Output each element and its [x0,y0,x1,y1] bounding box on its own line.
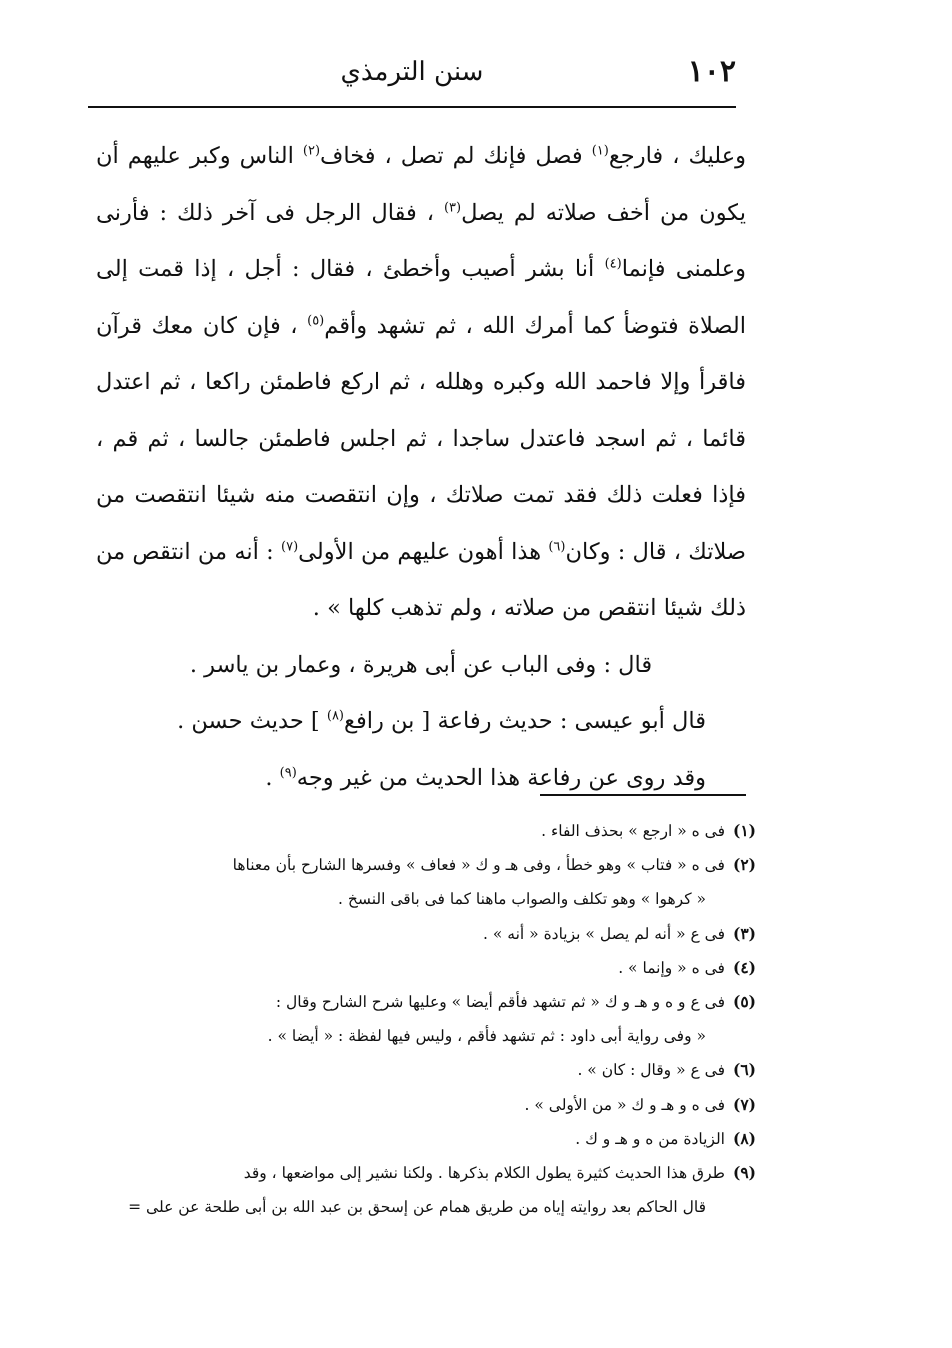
text-segment: قال أبو عيسى : حديث رفاعة [ بن رافع [344,708,706,734]
footnote [96,1088,756,1122]
footnote-ref-9: (٩) [279,765,297,780]
text-segment: ] حديث حسن . [177,708,320,734]
hadith-paragraph [96,128,746,637]
footnote-text: فى ع « وقال : كان » . [577,1061,725,1080]
footnote-number: (٨) [732,1128,756,1148]
footnote-ref-5: (٥) [307,313,325,328]
footnote [96,1122,756,1156]
footnote-text: فى ع و ه و هـ و ك « ثم تشهد فأقم أيضا » وعليها شرح الشارح وقال : [275,993,725,1012]
page-header [88,52,736,102]
running-title: سنن الترمذي [340,57,484,87]
footnote-ref-7: (٧) [281,539,299,554]
footnote-ref-4: (٤) [604,256,622,272]
text-segment: الناس وكبر عليهم أن يكون من أخف صلاته لم يصل [96,143,746,226]
footnote-number: (٦) [732,1060,756,1080]
grading-paragraph [96,693,746,750]
text-segment: ، فقال الرجل فى آخر ذلك : فأرنى وعلمنى فإنما [96,199,747,282]
footnote-text: فى ه « فتاب » وهو خطأ ، وفى هـ و ك « فعاف » وفسرها الشارح بأن معناها [232,856,725,875]
footnote-number: (٧) [732,1094,756,1114]
footnote [96,917,756,951]
footnote-text: فى ه « ارجع » بحذف الفاء . [541,822,725,840]
footnote-number: (٣) [732,923,756,943]
text-segment: : أنه من انتقص من ذلك شيئا انتقص من صلاته ، ولم تذهب كلها » . [96,538,746,621]
footnote-number: (٢) [732,855,756,875]
footnote [96,814,756,848]
footnote-continuation: « كرهوا » وهو تكلف والصواب ماهنا كما فى باقى النسخ . [338,890,706,909]
footnote-number: (٥) [732,992,756,1012]
chapter-note-paragraph: قال : وفى الباب عن أبى هريرة ، وعمار بن ياسر . [189,651,653,678]
text-segment: أنا بشر أصيب وأخطئ ، فقال : أجل ، إذا قمت إلى الصلاة فتوضأ كما أمرك الله ، ثم تشهد وأقم [96,256,746,339]
footnote-ref-1: (١) [591,143,609,159]
footnote-rule [540,794,746,796]
text-segment: وعليك ، فارجع [608,143,746,169]
main-text [96,128,746,806]
text-segment: هذا أهون عليهم من الأولى [298,538,542,565]
footnote-ref-2: (٢) [302,143,321,159]
footnote-text: فى ع « أنه لم يصل » بزيادة « أنه » . [483,924,725,943]
footnote-number: (٩) [732,1163,756,1183]
footnote-text: فى ه و هـ و ك « من الأولى » . [524,1095,725,1114]
footnote-text: طرق هذا الحديث كثيرة يطول الكلام بذكرها . ولكنا نشير إلى مواضعها ، وقد [243,1164,725,1183]
footnote-ref-6: (٦) [548,539,566,554]
narration-paragraph [96,750,746,807]
footnote-ref-3: (٣) [443,200,462,215]
text-segment: ، فإن كان معك قرآن فاقرأ وإلا فاحمد الله وكبره وهلله ، ثم اركع فاطمئن راكعا ، ثم اعتدل قائما ، ثم اسجد فاعتدل ساجدا ، ثم اجلس فاطمئن جالسا ، ثم قم ، فإذا فعلت ذلك فقد تمت صلاتك ، وإن انتقصت منه شيئا انتقصت من صلاتك ، قال : وكان [96,312,746,565]
footnote-text: الزيادة من ه و هـ و ك . [575,1129,725,1148]
footnote [96,1156,756,1190]
footnote-number: (١) [732,821,756,840]
text-segment: وقد روى عن رفاعة هذا الحديث من غير وجه [296,764,706,791]
footnote [96,985,756,1019]
text-segment: . [265,764,273,791]
footnote [96,1053,756,1087]
footnote-number: (٤) [732,957,756,977]
text-segment: فصل فإنك لم تصل ، فخاف [320,143,583,169]
footnotes [96,814,756,1224]
footnote-text: فى ه « وإنما » . [618,958,725,977]
page-number: ١٠٢ [687,54,736,89]
footnote [96,848,756,882]
footnote [96,951,756,985]
header-rule [88,106,736,108]
footnote-ref-8: (٨) [326,708,344,724]
footnote-continuation: « وفى رواية أبى داود : ثم تشهد فأقم ، وليس فيها لفظة : « أيضا » . [267,1027,706,1046]
footnote-continuation: قال الحاكم بعد روايته إياه من طريق همام عن إسحق بن عبد الله بن أبى طلحة عن على = [128,1198,706,1217]
